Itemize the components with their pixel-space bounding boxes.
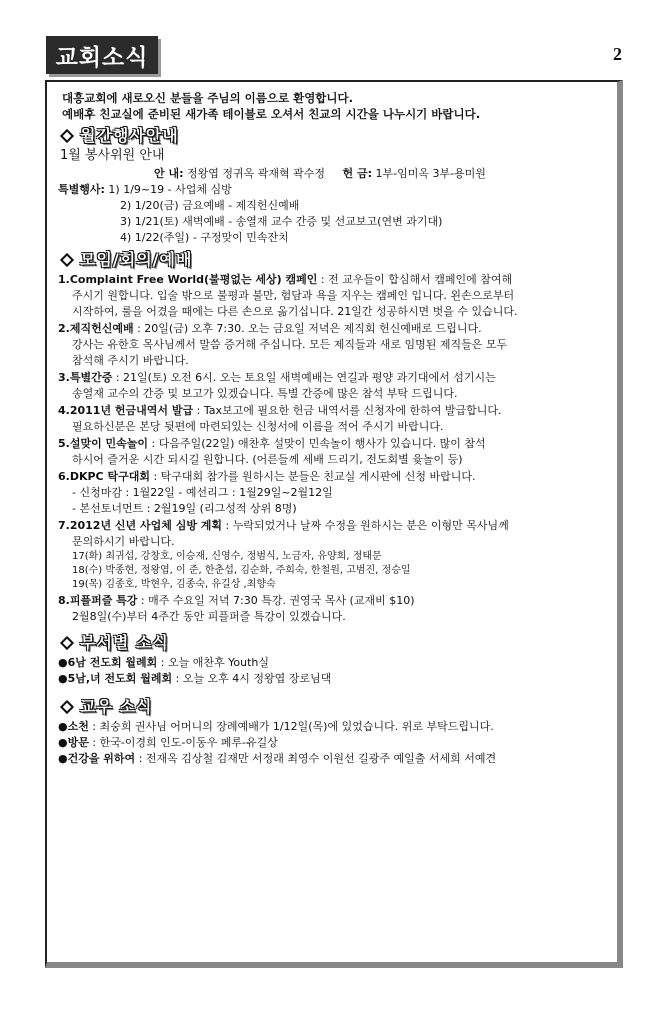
item-text: : 21일(토) 오전 6시. 오는 토요일 새벽예배는 연길과 평양 과기대에서 섬기시는 [115,371,496,384]
item-head: ●5남,녀 전도회 월례회 [58,672,173,685]
item-line: - 신청마감 : 1월22일 - 예선리그 : 1월29일~2월12일 [72,486,333,499]
event-item: 1) 1/9~19 - 사업체 심방 [108,183,232,196]
meeting-item [58,370,618,402]
item-line: 2월8일(수)부터 4주간 동안 피플퍼즐 특강이 있겠습니다. [72,610,346,623]
item-text: : 매주 수요일 저녁 7:30 특강. 권영국 목사 (교재비 $10) [140,594,415,607]
item-line: 송열재 교수의 간증 및 보고가 있겠습니다. 특별 간증에 많은 참석 부탁 드립니다. [72,387,458,400]
section-title: 부서별 소식 [80,633,169,652]
item-head: 8.피플퍼즐 특강 [58,594,138,607]
member-item [58,719,618,735]
item-head: ●소천 [58,720,89,733]
page-number: 2 [613,44,622,64]
meeting-item [58,469,618,517]
meeting-item [58,321,618,369]
offering-label: 헌 금: [342,167,372,180]
item-text: : 전 교우들이 합심해서 캠페인에 참여해 [320,273,513,286]
guide-label: 안 내: [154,167,184,180]
item-text: : 최숭희 권사님 어머니의 장례예배가 1/12일(목)에 있었습니다. 위로 부탁드립니다. [92,720,494,733]
item-head: 6.DKPC 탁구대회 [58,470,150,483]
events-row [58,182,618,198]
welcome-line-1: 대흥교회에 새로오신 분들을 주님의 이름으로 환영합니다. [62,91,354,105]
item-text: : 오늘 애찬후 Youth실 [160,656,269,669]
monthly-subtitle: 1월 봉사위원 안내 [60,148,165,163]
guide-row [58,166,618,182]
item-head: 7.2012년 신년 사업체 심방 계획 [58,519,223,532]
section-title: 교우 소식 [80,697,153,716]
meeting-item [58,518,618,592]
item-line: 주시기 원합니다. 입술 밖으로 불평과 불만, 험담과 욕을 지우는 캠페인 입니다. 왼손으로부터 [72,289,515,302]
item-head: ●6남 전도회 월례회 [58,656,158,669]
visit-schedule-line: 17(화) 최귀섭, 강창호, 이승재, 신영수, 정범식, 노금자, 유양희, 정태문 [72,551,382,562]
item-text: : 오늘 오후 4시 정왕엽 장로님댁 [175,672,332,685]
section-header-departments [58,635,618,651]
offering-value: 1부-임미옥 3부-용미원 [375,167,486,180]
meeting-item [58,272,618,320]
item-text: : 탁구대회 참가를 원하시는 분들은 친교실 게시판에 신청 바랍니다. [153,470,476,483]
diamond-icon [60,700,74,714]
item-line: 하시어 즐거운 시간 되시길 원합니다. (어른들께 세배 드리기, 전도회별 윷놀이 등) [72,453,463,466]
item-line: 시작하여, 룰을 어겼을 때에는 다른 손으로 옮기십니다. 21일간 성공하시면 벗을 수 있습니다. [72,305,518,318]
item-head: ●건강을 위하여 [58,752,136,765]
welcome-line-2: 예배후 친교실에 준비된 새가족 테이블로 오셔서 친교의 시간을 나누시기 바랍니다. [62,107,481,121]
item-head: 3.특별간증 [58,371,113,384]
item-text: : 다음주일(22일) 애찬후 설맞이 민속놀이 행사가 있습니다. 많이 참석 [151,437,486,450]
section-title: 모임/회의/예배 [80,250,193,269]
event-item: 2) 1/20(금) 금요예배 - 제직헌신예배 [120,199,300,212]
event-item: 3) 1/21(토) 새벽예배 - 송열재 교수 간증 및 선교보고(연변 과기대) [120,215,443,228]
visit-schedule-line: 18(수) 박종현, 정왕엽, 이 준, 한춘섭, 김순화, 주희숙, 한철원, 고범진, 정승일 [72,565,411,576]
member-item [58,735,618,751]
item-head: 5.설맞이 민속놀이 [58,437,149,450]
section-header-monthly [58,128,618,144]
meeting-item [58,403,618,435]
member-item [58,751,618,767]
item-head: 4.2011년 헌금내역서 발급 [58,404,194,417]
item-text: : 누락되었거나 날짜 수정을 원하시는 분은 이형만 목사님께 [225,519,509,532]
item-line: - 본선토너먼트 : 2월19일 (리그성적 상위 8명) [72,502,297,515]
item-text: : Tax보고에 필요한 헌금 내역서를 신청자에 한하여 발급합니다. [196,404,502,417]
section-header-meetings [58,252,618,268]
item-line: 필요하신분은 본당 뒷편에 마련되있는 신청서에 이름을 적어 주시기 바랍니다. [72,420,444,433]
item-head: ●방문 [58,736,89,749]
section-header-members [58,699,618,715]
events-label: 특별행사: [58,183,105,196]
item-text: : 20일(금) 오후 7:30. 오는 금요일 저녁은 제직회 헌신예배로 드립니다. [137,322,482,335]
item-line: 참석해 주시기 바랍니다. [72,354,189,367]
department-item [58,671,618,687]
guide-value: 정왕엽 정귀옥 곽재혁 곽수정 [186,167,325,180]
item-text: : 한국-이경희 인도-이동우 페루-유길상 [92,736,278,749]
meeting-item [58,593,618,625]
section-title: 월간행사안내 [80,126,179,145]
page-title: 교회소식 [46,36,158,74]
department-item [58,655,618,671]
content [58,90,618,767]
diamond-icon [60,253,74,267]
visit-schedule-line: 19(목) 김종호, 박현우, 김종숙, 유길상 ,최향숙 [72,579,276,590]
item-line: 문의하시기 바랍니다. [72,535,175,548]
item-head: 2.제직헌신예배 [58,322,134,335]
item-text: : 전재옥 김상철 김재만 서정래 최영수 이원선 길광주 예일출 서세희 서예견 [138,752,497,765]
item-head: 1.Complaint Free World(불평없는 세상) 캠페인 [58,273,318,286]
event-item: 4) 1/22(주일) - 구정맞이 민속잔치 [120,231,289,244]
diamond-icon [60,636,74,650]
diamond-icon [60,129,74,143]
meeting-item [58,436,618,468]
item-line: 강사는 유한호 목사님께서 말씀 증거해 주십니다. 모든 제직들과 새로 임명된 제직들은 모두 [72,338,508,351]
